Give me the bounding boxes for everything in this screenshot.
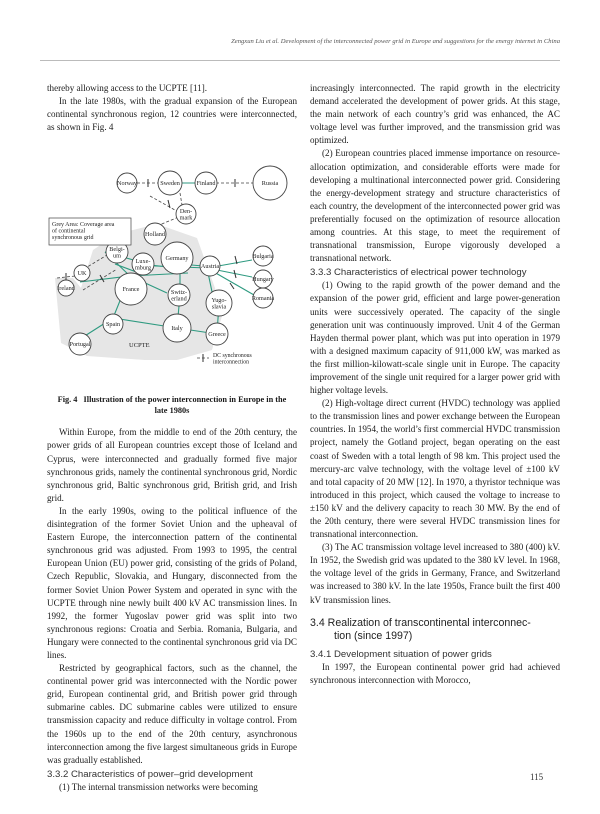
paragraph: (2) European countries placed immense importance on resource-allocation optimization, and considerable efforts were made for developing a multinational interconnected power grid. Considering the energy-development strategy and structure characteristics of each country, the development of the interconnected power grid was preferentially focused on the optimization of resource allocation among countries. At this stage, to meet the requirement of transnational transmission, Europe vigorously developed a transnational network. <box>310 148 560 264</box>
paragraph: In 1997, the European continental power grid had achieved synchronous interconnection with Morocco, <box>310 661 560 685</box>
paragraph: increasingly interconnected. The rapid growth in the electricity demand accelerated the development of power grids. At this stage, the main network of each country’s grid was enhanced, the AC voltage level was further improved, and the transmission grid was optimized. <box>310 83 560 146</box>
svg-text:Spain: Spain <box>105 321 121 329</box>
interconnection-diagram <box>47 138 297 390</box>
svg-text:Holland: Holland <box>145 231 165 239</box>
caption-text: Illustration of the power interconnection in Europe in the late 1980s <box>83 395 287 416</box>
figure-4 <box>47 138 297 390</box>
svg-text:Finland: Finland <box>196 180 216 188</box>
svg-text:Bulgaria: Bulgaria <box>252 253 274 261</box>
legend-grey-text: Grey Area: Coverage area of continental synchronous grid <box>52 222 115 242</box>
paragraph: (1) Owing to the rapid growth of the power demand and the expansion of the power grid, efficient and large power-generation units were successively operated. The capacity of the single generation unit was continuously improved. Unit 4 of the German Hayden thermal power plant, which was put into operation in 1979 with a designed maximum capacity of 911,000 kW, was marked as the first million-kilowatt-scale single unit in Europe. The capacity improvement of the single unit required for a larger power grid with higher voltage levels. <box>310 280 560 396</box>
svg-text:Hungary: Hungary <box>252 276 274 284</box>
ucpte-label: UCPTE <box>129 342 150 350</box>
label-switzerland: Switz-erland <box>170 289 188 303</box>
paragraph: (1) The internal transmission networks were becoming <box>59 781 258 792</box>
label-denmark: Den-mark <box>179 208 193 222</box>
svg-text:Sweden: Sweden <box>160 180 180 188</box>
label-luxembourg: Luxe-mburg <box>134 258 152 272</box>
svg-text:Russia: Russia <box>261 180 279 188</box>
section-heading-3-4-1: 3.4.1 Development situation of power grids <box>310 648 492 660</box>
paragraph: thereby allowing access to the UCPTE [11]. <box>47 83 208 93</box>
left-column <box>47 82 297 794</box>
section-heading-3-3-3: 3.3.3 Characteristics of electrical power technology <box>310 267 527 279</box>
heading-line-2: tion (since 1997) <box>334 630 413 643</box>
paragraph: (3) The AC transmission voltage level increased to 380 (400) kV. In 1952, the Swedish grid was updated to the 380 kV level. In 1968, the voltage level of the grids in Germany, France, and Switzerland was increased to 380 kV. In the late 1950s, France built the first 400 kV transmission lines. <box>310 542 560 605</box>
paragraph: In the late 1980s, with the gradual expansion of the European continental synchronous region, 12 countries were interconnected, as shown in Fig. 4 <box>47 96 297 133</box>
page-number: 115 <box>530 772 544 782</box>
label-belgium: Belgi-um <box>109 246 125 260</box>
caption-label: Fig. 4 <box>57 395 78 405</box>
svg-text:Germany: Germany <box>165 255 189 263</box>
section-heading-3-4 <box>310 617 560 644</box>
paragraph: In the early 1990s, owing to the political influence of the disintegration of the former Soviet Union and the upheaval of Eastern Europe, the interconnection pattern of the continental synchronous grid was adjusted. From 1993 to 1995, the central European Union (EU) power grid, consisting of the grids of Poland, Czech Republic, Slovakia, and Hungary, disconnected from the former Soviet Union Power System and operated in sync with the UCPTE through nine newly built 400 kV AC transmission lines. In 1992, the former Yugoslav power grid was split into two synchronous regions: Croatia and Serbia. Romania, Bulgaria, and Hungary were connected to the continental synchronous grid via DC lines. <box>47 505 297 660</box>
paragraph: (2) High-voltage direct current (HVDC) technology was applied to the transmission lines and power exchange between the European countries. In 1954, the world’s first commercial HVDC transmission project, namely the Gotland project, began operating on the east coast of Sweden with a total length of 98 km. This project used the mercury-arc valve technology, with the voltage level of ±100 kV and total capacity of 20 MW [12]. In 1970, a thyristor technique was introduced in this project, which caused the voltage to increase to ±150 kV and the delivery capacity to reach 30 MW. By the end of the 20th century, there were several HVDC transmission lines for transnational interconnection. <box>310 398 560 540</box>
section-heading-3-3-2: 3.3.2 Characteristics of power–grid development <box>47 768 253 780</box>
heading-line-1: 3.4 Realization of transcontinental interconnec- <box>310 616 531 629</box>
svg-text:Greece: Greece <box>208 331 226 339</box>
svg-text:Austria: Austria <box>200 263 220 271</box>
dc-legend-text: DC synchronous interconnection <box>213 353 252 366</box>
svg-text:Italy: Italy <box>171 325 183 333</box>
right-column <box>310 82 560 687</box>
svg-text:Romania: Romania <box>251 295 275 303</box>
svg-text:France: France <box>122 286 140 294</box>
svg-text:Portugal: Portugal <box>69 341 91 349</box>
label-yugoslavia: Yugo-slavia <box>211 297 227 311</box>
header-rule <box>40 60 560 61</box>
figure-caption <box>53 394 291 416</box>
paragraph: Restricted by geographical factors, such as the channel, the continental power grid was interconnected with the Nordic power grid, European continental grid, and British power grid through submarine cables. DC submarine cables were utilized to ensure transmission capacity and reduce difficulty in voltage control. From the 1960s up to the end of the 20th century, asynchronous interconnection among the five largest simultaneous grids in Europe was gradually established. <box>47 663 297 765</box>
running-header: Zengxun Liu et al. Development of the interconnected power grid in Europe and suggestions for the energy internet in China <box>231 38 560 45</box>
svg-text:Ireland: Ireland <box>57 285 75 293</box>
paragraph: Within Europe, from the middle to end of the 20th century, the power grids of all European countries except those of Iceland and Cyprus, were interconnected and gradually formed five major synchronous grids, namely the continental synchronous grid, Nordic synchronous grid, Baltic synchronous grid, British grid, and Irish grid. <box>47 427 297 503</box>
svg-text:Norway: Norway <box>117 180 137 188</box>
svg-text:UK: UK <box>77 270 87 278</box>
